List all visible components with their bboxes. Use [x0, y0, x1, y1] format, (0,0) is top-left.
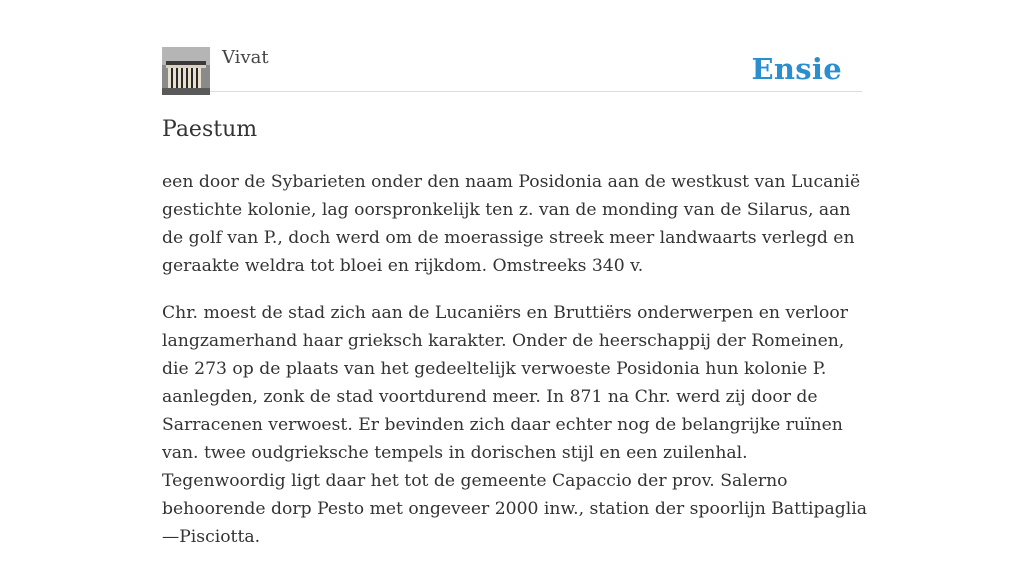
site-logo[interactable]: Ensie [751, 52, 842, 86]
author-name[interactable]: Vivat [222, 47, 269, 68]
article-paragraph: een door de Sybarieten onder den naam Posidonia aan de westkust van Lucanië gestichte kolonie, lag oorspronkelijk ten z. van de monding van de Silarus, aan de golf van P., doch werd om de moerassige streek meer landwaarts verlegd en geraakte weldra tot bloei en rijkdom. Omstreeks 340 v. [162, 172, 861, 276]
article-paragraph: Chr. moest de stad zich aan de Lucaniërs en Bruttiërs onderwerpen en verloor langzamerhand haar grieksch karakter. Onder de heerschappij der Romeinen, die 273 op de plaats van het gedeeltelijk verwoeste Posidonia hun kolonie P. aanlegden, zonk de stad voortdurend meer. In 871 na Chr. werd zij door de Sarracenen verwoest. Er bevinden zich daar echter nog de belangrijke ruïnen van. twee oudgrieksche tempels in dorischen stijl en een zuilenhal. Tegenwoordig ligt daar het tot de gemeente Capaccio der prov. Salerno behoorende dorp Pesto met ongeveer 2000 inw., station der spoorlijn Battipaglia—Pisciotta. [162, 303, 867, 547]
colonnade-photo-icon [162, 47, 210, 95]
page-header [162, 46, 862, 92]
author-avatar[interactable] [162, 47, 210, 95]
page-title: Paestum [162, 117, 258, 142]
article-body [162, 168, 872, 570]
